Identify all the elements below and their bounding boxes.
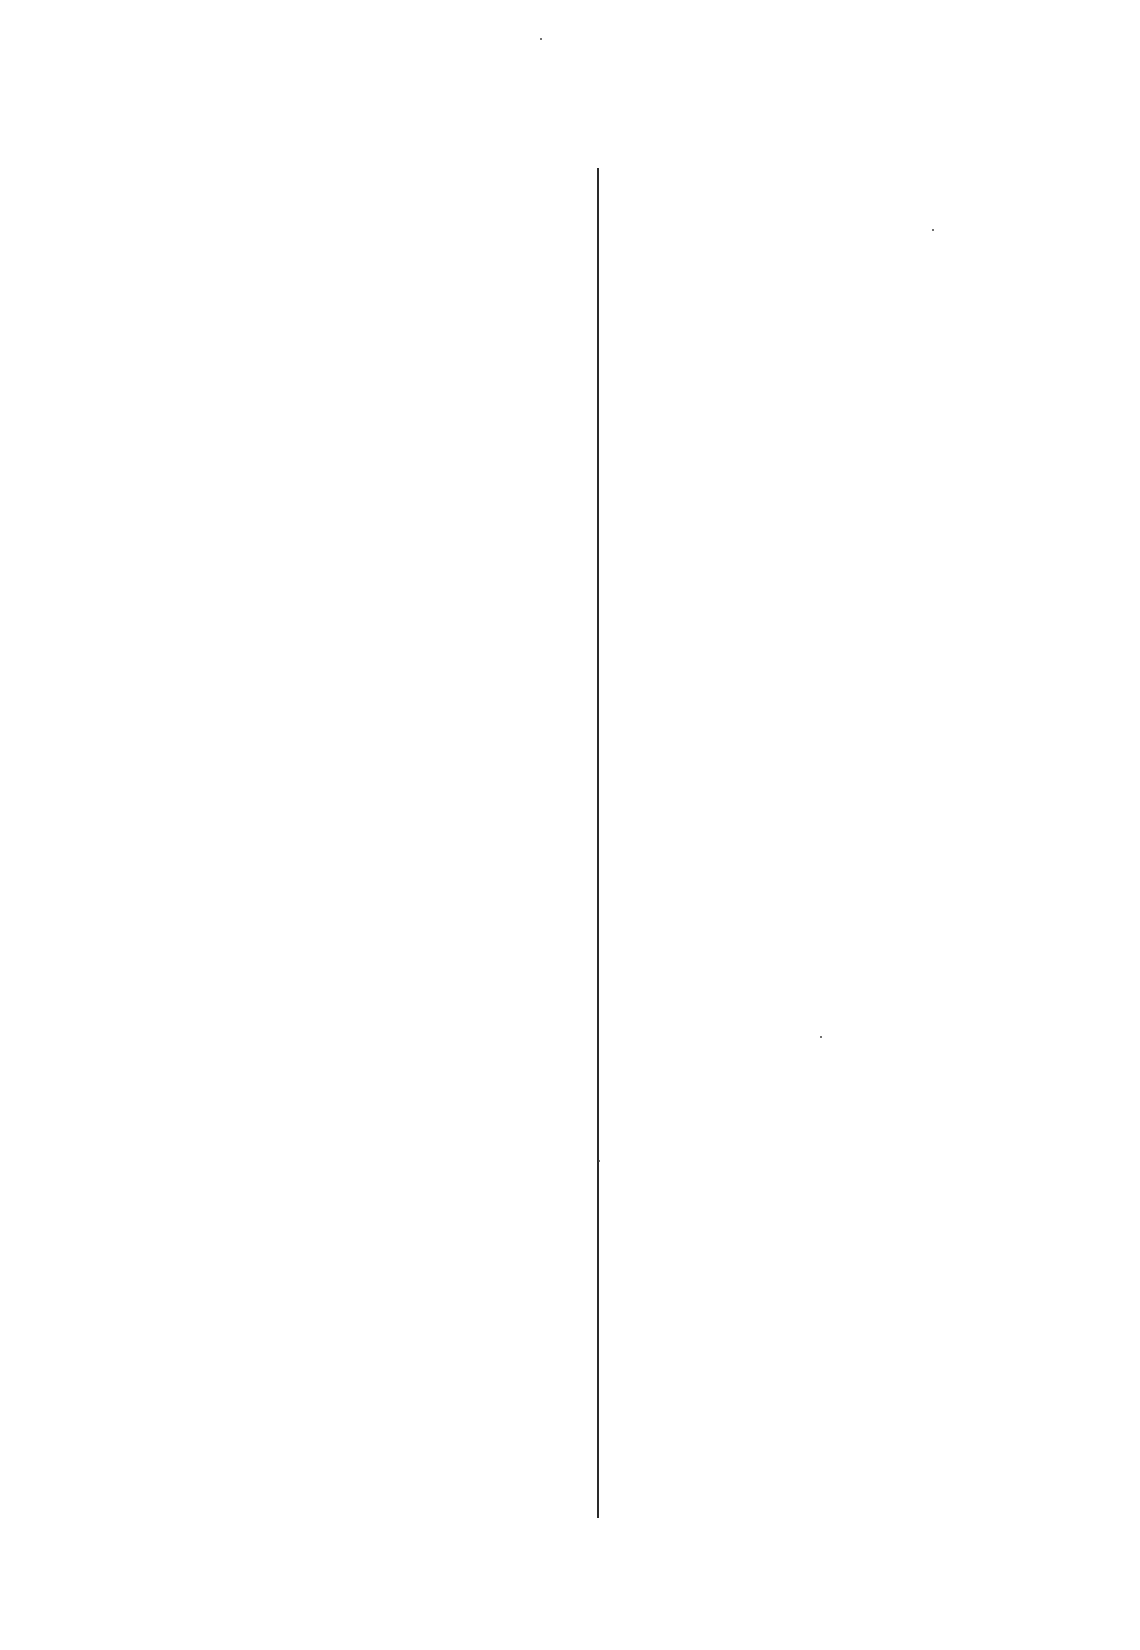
scan-speck — [598, 1160, 600, 1162]
scan-speck — [820, 1036, 822, 1038]
scan-speck — [540, 38, 542, 40]
column-divider — [597, 168, 599, 1518]
scan-speck — [932, 229, 934, 231]
